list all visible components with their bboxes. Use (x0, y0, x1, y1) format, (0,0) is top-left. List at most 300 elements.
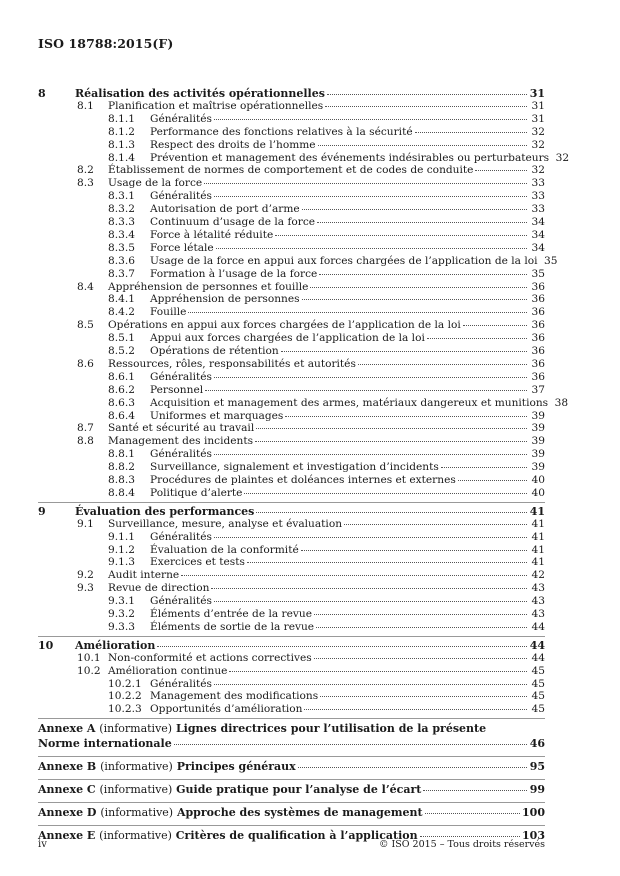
toc-entry-page: 39 (531, 448, 545, 461)
toc-entry-title: Généralités (150, 190, 212, 203)
annex-entry[interactable] (38, 760, 545, 773)
toc-entry-page: 36 (531, 293, 545, 306)
toc-entry[interactable] (38, 371, 545, 384)
toc-entry-title: Opérations en appui aux forces chargées de l’application de la loi (108, 319, 461, 332)
toc-entry-page: 44 (531, 620, 545, 633)
dot-leader (204, 183, 527, 184)
toc-entry[interactable] (38, 113, 545, 126)
toc-entry[interactable] (38, 621, 545, 634)
toc-entry-title: Généralités (150, 595, 212, 608)
dot-leader (320, 696, 527, 697)
toc-entry-title: Personnel (150, 383, 204, 396)
toc-entry-page: 33 (531, 177, 545, 190)
toc-entry[interactable] (38, 505, 545, 518)
annex-entry[interactable] (38, 722, 545, 735)
toc-entry-title: Revue de direction (108, 582, 210, 595)
toc-entry-title: Procédures de plaintes et doléances internes et externes (150, 474, 456, 486)
toc-entry-number: 8.3.2 (108, 203, 135, 216)
toc-entry-page: 39 (531, 422, 545, 435)
toc-entry-page: 39 (531, 409, 545, 422)
annex-label: Annexe E (38, 828, 96, 842)
toc-entry-page: 41 (531, 556, 545, 569)
toc-entry-line (75, 639, 545, 652)
annex-label: Annexe C (38, 782, 96, 796)
annex-label: Annexe A (38, 722, 96, 736)
toc-entry-title: Appréhension de personnes et fouille (108, 280, 309, 293)
dot-leader (214, 684, 527, 685)
toc-entry-title: Acquisition et management des armes, matériaux dangereux et munitions (150, 396, 549, 409)
toc-entry-line (150, 384, 545, 397)
toc-entry[interactable] (38, 293, 545, 306)
dot-leader (244, 493, 527, 494)
toc-entry-line (150, 448, 545, 461)
toc-entry-page: 41 (529, 504, 545, 518)
toc-entry[interactable] (38, 422, 545, 435)
annex-title (38, 722, 486, 735)
toc-entry-page: 36 (531, 357, 545, 370)
toc-entry[interactable] (38, 281, 545, 294)
toc-entry-page: 45 (531, 664, 545, 677)
toc-entry-title: Fouille (150, 306, 187, 319)
toc-entry-number: 9.3.3 (108, 620, 135, 633)
toc-entry[interactable] (38, 518, 545, 531)
annex-kind: (informative) (99, 828, 172, 842)
toc-entry-line (108, 319, 545, 332)
toc-entry-page: 43 (531, 595, 545, 608)
toc-entry-page: 40 (531, 474, 545, 486)
toc-entry-number: 10.2.1 (108, 677, 142, 690)
toc-entry-line (150, 306, 545, 319)
toc-entry-line (150, 556, 545, 569)
toc-entry-number: 8.6.3 (108, 396, 135, 409)
annex-title-text: Critères de qualification à l’application (175, 828, 418, 842)
section-separator (38, 636, 545, 637)
toc-entry[interactable] (38, 126, 545, 139)
toc-entry-line (150, 268, 545, 281)
annex-kind: (informative) (100, 805, 174, 819)
toc-entry[interactable] (38, 435, 545, 448)
toc-entry-page: 34 (531, 228, 545, 241)
toc-entry-page: 36 (531, 306, 545, 319)
toc-entry-title: Formation à l’usage de la force (150, 267, 318, 280)
annex-label: Annexe B (38, 760, 97, 773)
annex-title-text: Guide pratique pour l’analyse de l’écart (176, 782, 422, 796)
annex-page: 100 (522, 805, 545, 819)
toc-entry-page: 36 (531, 345, 545, 357)
dot-leader (211, 588, 527, 589)
toc-entry-page: 39 (531, 435, 545, 448)
copyright-notice: © ISO 2015 – Tous droits réservés (378, 839, 545, 850)
toc-entry-number: 8.3.3 (108, 216, 135, 228)
toc-entry-number: 8.8.3 (108, 474, 135, 486)
toc-entry-title: Audit interne (108, 569, 180, 582)
dot-leader (302, 209, 527, 210)
toc-entry-line (108, 100, 545, 113)
toc-entry-line (108, 518, 545, 531)
section-separator (38, 718, 545, 719)
annex-line (38, 722, 545, 735)
toc-entry-line (150, 203, 545, 216)
toc-entry-page: 32 (555, 151, 570, 164)
page-number: iv (38, 839, 47, 850)
toc-entry-title: Généralités (150, 112, 212, 125)
annex-title (38, 760, 296, 773)
toc-entry-number: 8.4.1 (108, 293, 135, 306)
annex-title (38, 783, 421, 796)
toc-entry-line (150, 254, 558, 268)
toc-entry-title: Politique d’alerte (150, 486, 243, 499)
toc-entry[interactable] (38, 487, 545, 500)
toc-entry[interactable] (38, 164, 545, 177)
dot-leader (214, 454, 527, 455)
dot-leader (319, 274, 527, 275)
toc-entry[interactable] (38, 151, 570, 165)
toc-entry-page: 35 (531, 267, 545, 280)
toc-entry[interactable] (38, 254, 558, 268)
toc-entry-page: 36 (531, 280, 545, 293)
dot-leader (157, 646, 527, 647)
toc-entry-page: 37 (531, 383, 545, 396)
toc-entry[interactable] (38, 100, 545, 113)
toc-entry-number: 8.2 (77, 164, 94, 177)
dot-leader (214, 537, 527, 538)
toc-entry[interactable] (38, 306, 545, 319)
toc-entry-line (150, 293, 545, 306)
dot-leader (229, 671, 527, 672)
toc-entry-page: 36 (531, 332, 545, 345)
dot-leader (458, 480, 527, 481)
toc-entry-title: Appréhension de personnes (150, 293, 300, 306)
toc-entry-number: 8.5.2 (108, 345, 135, 357)
toc-entry-line (108, 358, 545, 371)
toc-entry-number: 8.1.3 (108, 138, 135, 151)
section-separator (38, 756, 545, 757)
dot-leader (214, 601, 527, 602)
toc-entry[interactable] (38, 652, 545, 665)
toc-entry[interactable] (38, 531, 545, 544)
toc-entry[interactable] (38, 410, 545, 423)
dot-leader (247, 562, 527, 563)
toc-entry-page: 31 (531, 112, 545, 125)
toc-entry-line (150, 678, 545, 691)
dot-leader (475, 170, 527, 171)
dot-leader (441, 467, 527, 468)
toc-entry-title: Autorisation de port d’arme (150, 203, 300, 216)
toc-entry-line (150, 139, 545, 152)
toc-entry-page: 36 (531, 370, 545, 383)
annex-page: 46 (529, 737, 545, 751)
toc-entry-page: 32 (531, 164, 545, 177)
toc-entry-line (108, 281, 545, 294)
toc-entry-line (150, 621, 545, 634)
toc-entry-title: Amélioration (75, 638, 156, 652)
dot-leader (415, 132, 527, 133)
toc-entry[interactable] (38, 556, 545, 569)
toc-entry[interactable] (38, 639, 545, 652)
dot-leader (420, 836, 520, 837)
toc-entry-number: 10.1 (77, 651, 101, 664)
toc-entry-line (150, 332, 545, 345)
toc-entry[interactable] (38, 345, 545, 358)
dot-leader (310, 287, 527, 288)
toc-entry[interactable] (38, 569, 545, 582)
annex-entry[interactable] (38, 783, 545, 796)
toc-entry[interactable] (38, 678, 545, 691)
toc-entry-line (108, 582, 545, 595)
toc-entry-title: Surveillance, mesure, analyse et évaluation (108, 517, 343, 530)
toc-entry-number: 8.3.5 (108, 241, 135, 254)
toc-entry-line (150, 531, 545, 544)
toc-entry-title: Management des modifications (150, 690, 319, 703)
toc-entry-title: Prévention et management des événements indésirables ou perturbateurs (150, 151, 550, 164)
dot-leader (314, 658, 527, 659)
dot-leader (216, 248, 527, 249)
toc-entry-number: 10.2.2 (108, 690, 142, 703)
toc-entry[interactable] (38, 384, 545, 397)
toc-entry-line (150, 487, 545, 500)
dot-leader (317, 222, 527, 223)
toc-entry[interactable] (38, 87, 545, 100)
toc-entry-line (108, 569, 545, 582)
dot-leader (214, 196, 527, 197)
toc-entry-page: 32 (531, 125, 545, 138)
dot-leader (214, 377, 527, 378)
toc-entry-line (75, 505, 545, 518)
toc-entry-line (150, 216, 545, 229)
toc-entry-line (150, 229, 545, 242)
toc-entry-title: Amélioration continue (108, 664, 228, 677)
toc-entry-line (150, 126, 545, 139)
toc-entry-page: 42 (531, 569, 545, 582)
toc-entry-number: 9 (38, 504, 46, 518)
toc-entry-line (150, 345, 545, 358)
toc-entry[interactable] (38, 703, 545, 716)
toc-entry-number: 8.8.1 (108, 448, 135, 461)
toc-entry-title: Évaluation des performances (75, 504, 255, 518)
annex-label: Annexe D (38, 805, 97, 819)
toc-entry-line (150, 608, 545, 621)
toc-entry-title: Exercices et tests (150, 556, 245, 569)
toc-entry-page: 34 (531, 241, 545, 254)
toc-entry[interactable] (38, 242, 545, 255)
toc-entry[interactable] (38, 203, 545, 216)
toc-entry-page: 35 (544, 254, 558, 267)
toc-entry-number: 8.4 (77, 280, 94, 293)
annex-page: 103 (522, 828, 545, 842)
toc-entry-page: 45 (531, 677, 545, 690)
toc-entry-page: 38 (554, 396, 569, 409)
toc-entry-page: 34 (531, 216, 545, 228)
toc-entry-number: 9.2 (77, 569, 94, 582)
toc-entry-page: 39 (531, 461, 545, 474)
toc-entry[interactable] (38, 332, 545, 345)
dot-leader (302, 299, 527, 300)
dot-leader (463, 325, 527, 326)
dot-leader (188, 312, 527, 313)
annex-entry-continued[interactable] (38, 737, 545, 750)
section-separator (38, 779, 545, 780)
toc-entry-title: Ressources, rôles, responsabilités et autorités (108, 357, 356, 370)
annex-line (38, 737, 545, 750)
toc-entry-number: 9.1.3 (108, 556, 135, 569)
toc-entry[interactable] (38, 139, 545, 152)
toc-entry-title: Établissement de normes de comportement et de codes de conduite (108, 164, 474, 177)
dot-leader (358, 364, 527, 365)
annex-title (38, 806, 423, 819)
toc-entry-number: 8.3.1 (108, 190, 135, 203)
toc-entry-number: 8.1 (77, 99, 94, 112)
toc-entry-title: Respect des droits de l’homme (150, 138, 316, 151)
toc-entry-title: Opportunités d’amélioration (150, 703, 303, 716)
toc-entry-line (108, 665, 545, 678)
annex-title-text: Principes généraux (176, 760, 296, 773)
toc-entry-line (108, 164, 545, 177)
toc-entry-page: 31 (531, 99, 545, 112)
toc-entry[interactable] (38, 396, 569, 410)
toc-entry-number: 8.1.4 (108, 151, 135, 164)
toc-entry-line (108, 435, 545, 448)
toc-entry-number: 8.7 (77, 422, 94, 435)
dot-leader (318, 145, 527, 146)
toc-entry-title: Généralités (150, 448, 212, 461)
document-id: ISO 18788:2015(F) (38, 36, 174, 51)
toc-entry-title: Force à létalité réduite (150, 228, 274, 241)
toc-entry-title: Éléments d’entrée de la revue (150, 608, 312, 620)
toc-entry[interactable] (38, 461, 545, 474)
dot-leader (344, 524, 527, 525)
toc-entry[interactable] (38, 544, 545, 557)
annex-line (38, 806, 545, 819)
dot-leader (256, 428, 527, 429)
toc-entry-line (150, 595, 545, 608)
toc-entry-number: 8.6.1 (108, 370, 135, 383)
annex-title (38, 829, 418, 842)
toc-entry-number: 8.3.6 (108, 254, 135, 267)
toc-entry-line (150, 474, 545, 487)
toc-entry[interactable] (38, 448, 545, 461)
toc-entry-number: 8.5.1 (108, 332, 135, 345)
toc-entry-number: 10.2 (77, 664, 101, 677)
toc-entry[interactable] (38, 595, 545, 608)
toc-entry[interactable] (38, 319, 545, 332)
toc-entry-page: 32 (531, 138, 545, 151)
toc-entry-number: 9.1.2 (108, 543, 135, 556)
annex-entry[interactable] (38, 806, 545, 819)
toc-entry[interactable] (38, 582, 545, 595)
dot-leader (423, 790, 527, 791)
toc-entry-number: 8 (38, 87, 46, 100)
toc-entry[interactable] (38, 690, 545, 703)
toc-entry-number: 8.8 (77, 435, 94, 448)
toc-entry-title: Management des incidents (108, 435, 254, 448)
toc-entry[interactable] (38, 358, 545, 371)
toc-entry-page: 33 (531, 190, 545, 203)
annex-page: 95 (529, 760, 545, 773)
toc-entry-number: 9.3 (77, 582, 94, 595)
toc-entry[interactable] (38, 216, 545, 229)
toc-entry-title: Éléments de sortie de la revue (150, 620, 315, 633)
toc-entry-number: 8.1.1 (108, 112, 135, 125)
annex-title-text: Norme internationale (38, 737, 172, 751)
toc-entry-line (150, 461, 545, 474)
toc-entry[interactable] (38, 608, 545, 621)
toc-entry-title: Usage de la force en appui aux forces chargées de l’application de la loi (150, 254, 538, 267)
toc-entry[interactable] (38, 177, 545, 190)
toc-entry-page: 43 (531, 582, 545, 595)
toc-entry-page: 41 (531, 543, 545, 556)
toc-entry-number: 9.1 (77, 517, 94, 530)
toc-entry-line (150, 544, 545, 557)
toc-entry-title: Performance des fonctions relatives à la sécurité (150, 125, 413, 138)
annex-title-text: Lignes directrices pour l’utilisation de la présente (175, 722, 487, 736)
annex-kind: (informative) (100, 760, 173, 773)
toc-entry-page: 45 (531, 703, 545, 716)
toc-entry-number: 8.5 (77, 319, 94, 332)
toc-entry-page: 44 (529, 638, 545, 652)
toc-entry-title: Planification et maîtrise opérationnelles (108, 99, 324, 112)
toc-entry-title: Continuum d’usage de la force (150, 216, 316, 228)
dot-leader (256, 512, 527, 513)
toc-entry-title: Opérations de rétention (150, 345, 279, 357)
toc-entry-title: Généralités (150, 370, 212, 383)
dot-leader (304, 709, 527, 710)
toc-entry-title: Généralités (150, 677, 212, 690)
toc-entry-line (108, 177, 545, 190)
dot-leader (275, 235, 527, 236)
toc-entry-title: Usage de la force (108, 177, 203, 190)
dot-leader (285, 416, 527, 417)
toc-entry[interactable] (38, 474, 545, 487)
toc-entry-line (150, 113, 545, 126)
toc-entry[interactable] (38, 190, 545, 203)
toc-entry[interactable] (38, 268, 545, 281)
toc-entry-page: 43 (531, 608, 545, 620)
toc-entry-line (150, 410, 545, 423)
toc-entry-line (108, 652, 545, 665)
annex-line (38, 783, 545, 796)
dot-leader (174, 744, 527, 745)
dot-leader (314, 614, 527, 615)
toc-entry-page: 44 (531, 651, 545, 664)
annex-kind: (informative) (99, 722, 173, 736)
toc-entry-line (150, 396, 569, 410)
dot-leader (316, 627, 527, 628)
annex-line (38, 760, 545, 773)
toc-entry-title: Évaluation de la conformité (150, 543, 299, 556)
dot-leader (298, 767, 527, 768)
toc-entry-number: 8.8.4 (108, 486, 135, 499)
toc-entry-page: 36 (531, 319, 545, 332)
toc-entry-title: Surveillance, signalement et investigation d’incidents (150, 461, 439, 474)
toc-entry-page: 41 (531, 517, 545, 530)
toc-entry[interactable] (38, 229, 545, 242)
toc-entry-title: Force létale (150, 241, 214, 254)
toc-entry-number: 8.3.7 (108, 267, 135, 280)
toc-entry-number: 8.3 (77, 177, 94, 190)
toc-entry-title: Généralités (150, 530, 212, 543)
annex-title-text: Approche des systèmes de management (176, 805, 423, 819)
section-separator (38, 502, 545, 503)
toc-entry-number: 8.6.2 (108, 383, 135, 396)
toc-entry-number: 8.8.2 (108, 461, 135, 474)
toc-entry-number: 10.2.3 (108, 703, 142, 716)
annex-kind: (informative) (99, 782, 173, 796)
toc-entry-page: 33 (531, 203, 545, 216)
toc-entry-page: 45 (531, 690, 545, 703)
toc-entry[interactable] (38, 665, 545, 678)
toc-entry-number: 8.6 (77, 357, 94, 370)
dot-leader (301, 550, 527, 551)
